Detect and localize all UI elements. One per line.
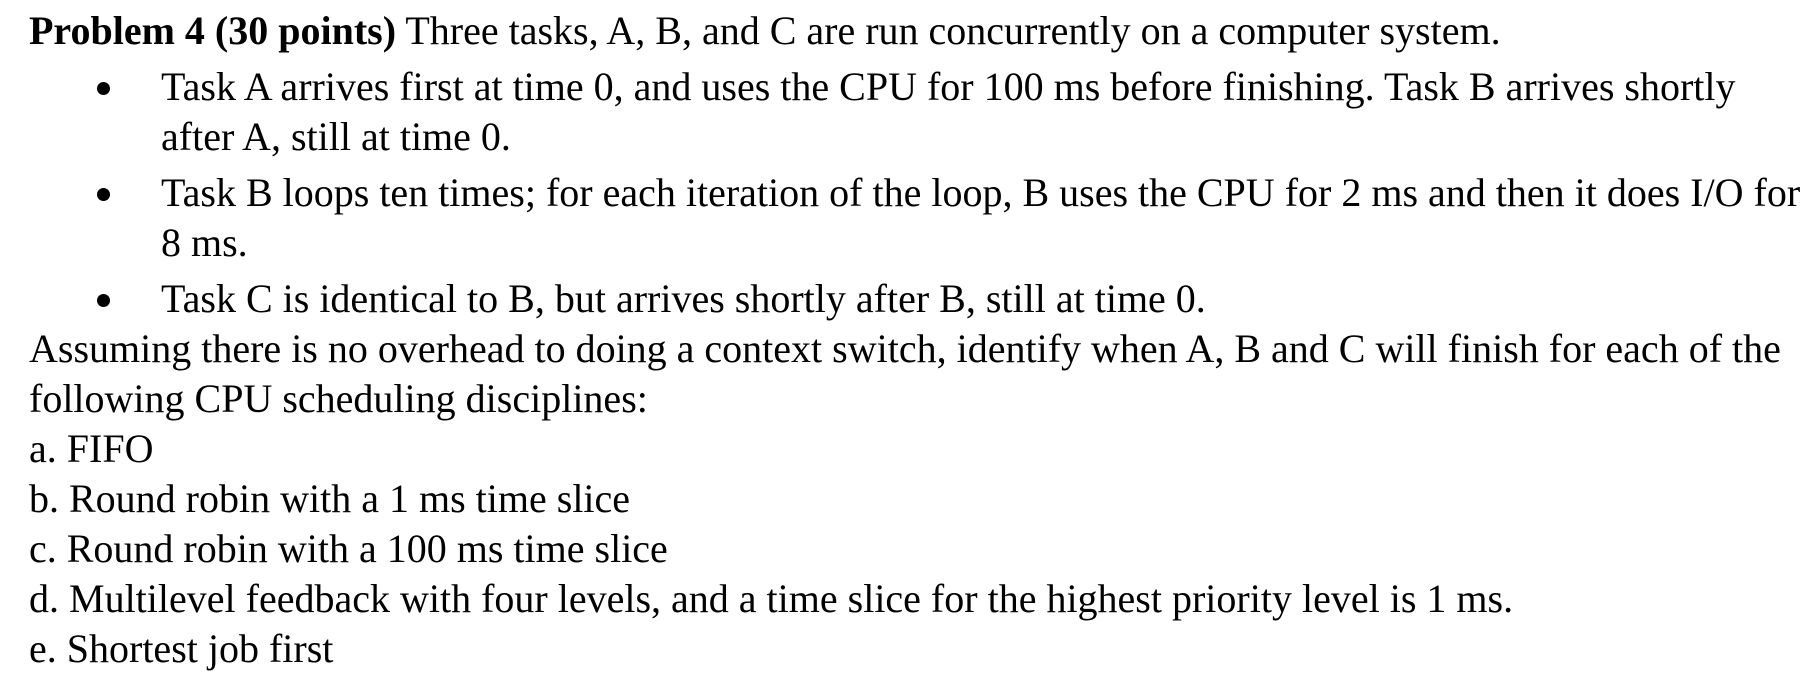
bullet-dot-icon <box>97 294 110 307</box>
task-list <box>29 62 1799 324</box>
task-text: Task B loops ten times; for each iteration of the loop, B uses the CPU for 2 ms and then it does I/O for 8 ms. <box>161 170 1801 265</box>
task-text: Task C is identical to B, but arrives shortly after B, still at time 0. <box>161 276 1206 321</box>
bullet-dot-icon <box>97 82 110 95</box>
task-bullet-b <box>29 168 1801 268</box>
option-d: d. Multilevel feedback with four levels, and a time slice for the highest priority level is 1 ms. <box>29 576 1514 621</box>
option-e: e. Shortest job first <box>29 626 334 671</box>
option-list <box>29 424 1799 674</box>
task-text: Task A arrives first at time 0, and uses the CPU for 100 ms before finishing. Task B arrives shortly after A, still at time 0. <box>161 64 1736 159</box>
task-bullet-c <box>29 274 1801 324</box>
option-b: b. Round robin with a 1 ms time slice <box>29 476 631 521</box>
option-c: c. Round robin with a 100 ms time slice <box>29 526 668 571</box>
bullet-dot-icon <box>97 188 110 201</box>
question-text: Assuming there is no overhead to doing a context switch, identify when A, B and C will finish for each of the following CPU scheduling disciplines: <box>29 326 1781 421</box>
problem-label: Problem 4 (30 points) <box>29 8 397 53</box>
problem-document <box>29 6 1799 674</box>
problem-heading <box>29 6 1799 56</box>
option-a: a. FIFO <box>29 426 154 471</box>
task-bullet-a <box>29 62 1801 162</box>
problem-intro: Three tasks, A, B, and C are run concurrently on a computer system. <box>396 8 1501 53</box>
